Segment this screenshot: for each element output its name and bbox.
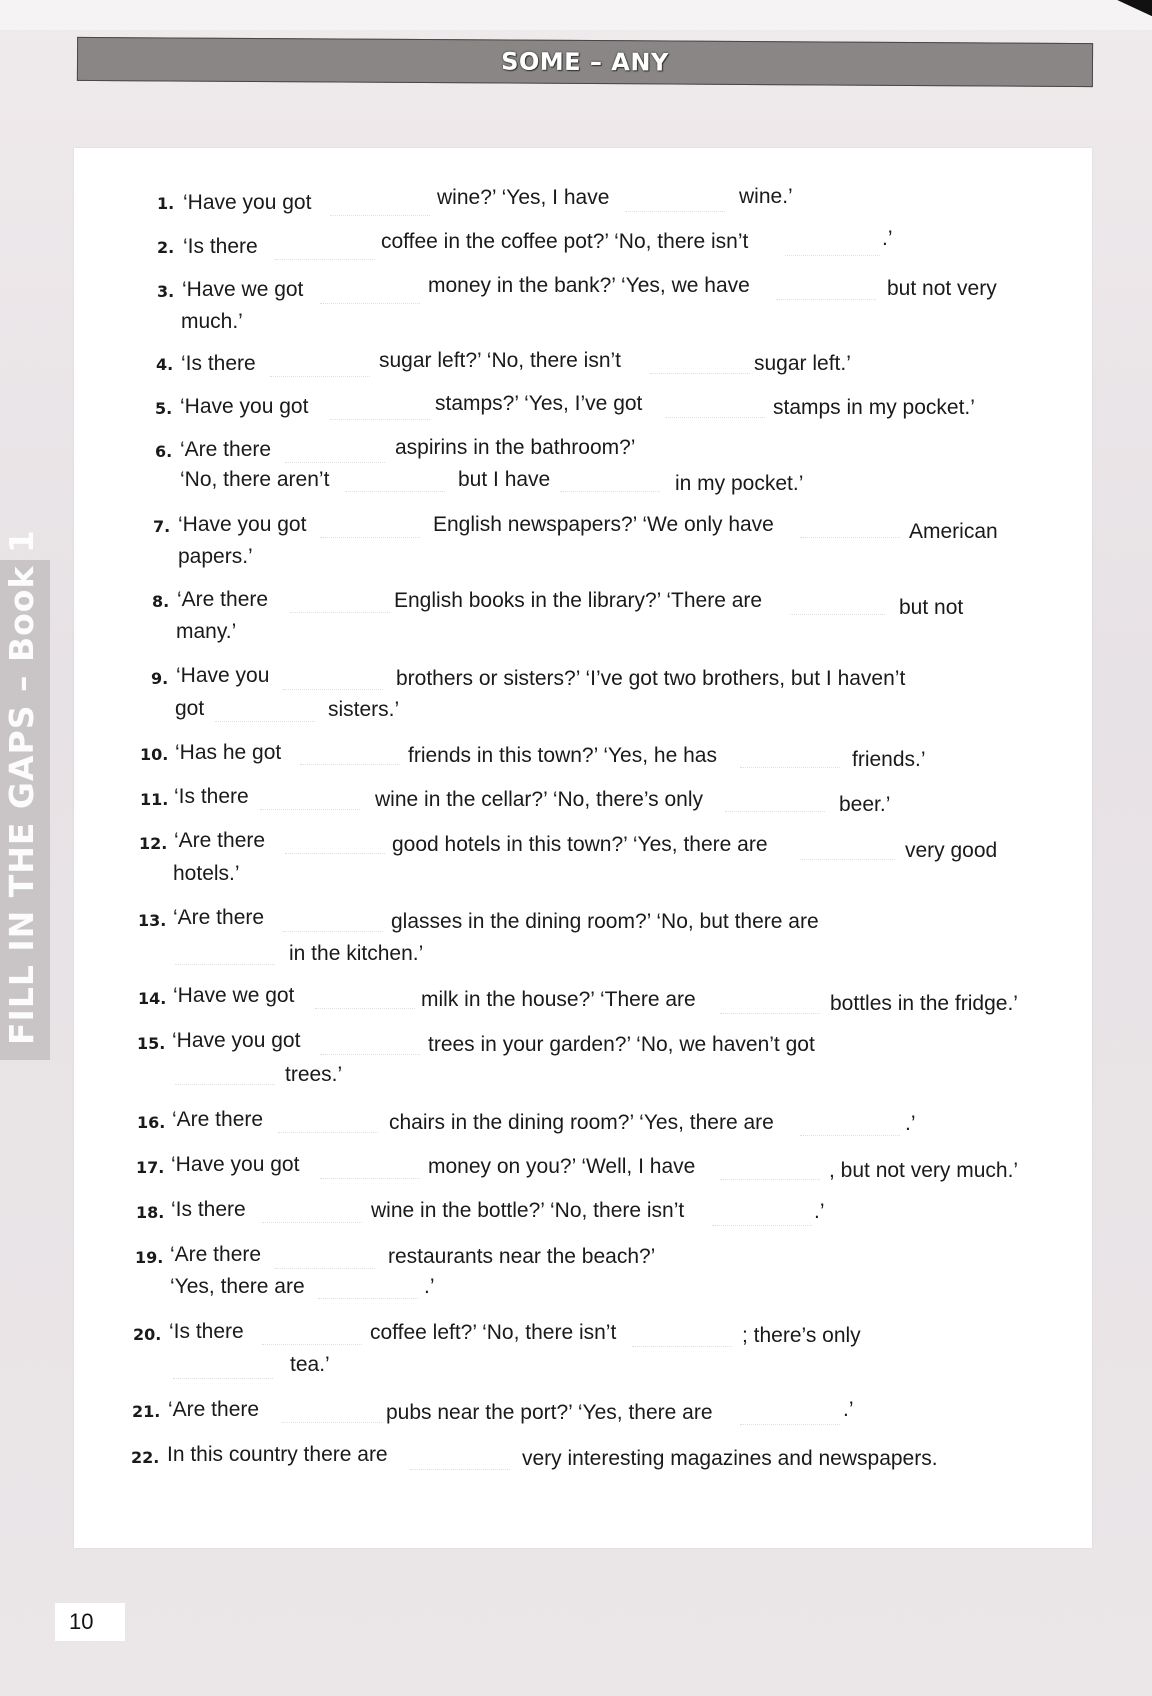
blank-gap[interactable] <box>632 1345 732 1347</box>
item-text: .’ <box>905 1112 916 1135</box>
item-text: American <box>909 520 998 543</box>
item-text: ‘Is there <box>171 1198 246 1221</box>
item-text: many.’ <box>176 620 237 643</box>
item-text: in my pocket.’ <box>675 472 804 495</box>
blank-gap[interactable] <box>330 418 430 420</box>
blank-gap[interactable] <box>720 1012 820 1014</box>
blank-gap[interactable] <box>320 536 420 538</box>
item-text: ‘Have we got <box>173 984 295 1007</box>
item-text: ‘Are there <box>177 588 269 611</box>
item-text: ‘Is there <box>181 352 256 375</box>
blank-gap[interactable] <box>800 1134 900 1136</box>
item-text: ‘Have you got <box>172 1029 301 1052</box>
item-text: hotels.’ <box>173 862 240 885</box>
blank-gap[interactable] <box>720 1178 820 1180</box>
item-text: ‘Are there <box>172 1108 264 1131</box>
item-text: trees.’ <box>285 1063 343 1086</box>
item-text: sisters.’ <box>328 698 400 721</box>
blank-gap[interactable] <box>740 766 840 768</box>
item-text: much.’ <box>181 310 243 333</box>
blank-gap[interactable] <box>278 1131 378 1133</box>
item-text: restaurants near the beach?’ <box>388 1245 656 1268</box>
blank-gap[interactable] <box>175 1083 275 1085</box>
item-text: bottles in the fridge.’ <box>830 992 1018 1015</box>
item-number: 6. <box>155 442 173 461</box>
item-text: very good <box>905 839 998 862</box>
item-text: In this country there are <box>167 1443 388 1466</box>
blank-gap[interactable] <box>345 490 445 492</box>
item-text: ‘Have you <box>176 664 270 687</box>
blank-gap[interactable] <box>560 490 660 492</box>
item-number: 7. <box>153 517 171 536</box>
blank-gap[interactable] <box>785 254 880 256</box>
blank-gap[interactable] <box>800 858 895 860</box>
item-text: sugar left?’ ‘No, there isn’t <box>379 349 622 372</box>
item-text: got <box>175 697 205 720</box>
blank-gap[interactable] <box>800 536 900 538</box>
item-text: milk in the house?’ ‘There are <box>421 988 696 1011</box>
item-text: .’ <box>424 1275 435 1298</box>
item-text: ‘Yes, there are <box>170 1275 305 1298</box>
blank-gap[interactable] <box>215 720 315 722</box>
item-text: English newspapers?’ ‘We only have <box>433 513 774 536</box>
item-text: stamps in my pocket.’ <box>773 396 975 419</box>
blank-gap[interactable] <box>285 461 385 463</box>
item-text: wine in the bottle?’ ‘No, there isn’t <box>371 1199 685 1222</box>
item-text: ‘Are there <box>173 906 265 929</box>
item-number: 4. <box>156 355 174 374</box>
item-number: 13. <box>138 911 167 930</box>
item-number: 1. <box>157 194 175 213</box>
blank-gap[interactable] <box>285 852 385 854</box>
item-text: ‘Is there <box>174 785 249 808</box>
blank-gap[interactable] <box>776 298 876 300</box>
blank-gap[interactable] <box>173 1377 273 1379</box>
item-text: brothers or sisters?’ ‘I’ve got two brothers, but I haven’t <box>396 667 906 690</box>
blank-gap[interactable] <box>283 688 383 690</box>
item-number: 18. <box>136 1203 165 1222</box>
item-number: 17. <box>136 1158 165 1177</box>
item-text: ‘Have you got <box>180 395 309 418</box>
item-number: 19. <box>135 1248 164 1267</box>
blank-gap[interactable] <box>318 1297 418 1299</box>
item-text: tea.’ <box>290 1353 330 1376</box>
item-text: glasses in the dining room?’ ‘No, but there are <box>391 910 819 933</box>
item-number: 2. <box>157 238 175 257</box>
item-text: papers.’ <box>178 545 253 568</box>
item-text: beer.’ <box>839 793 891 816</box>
blank-gap[interactable] <box>282 1421 382 1423</box>
blank-gap[interactable] <box>275 258 375 260</box>
side-book-label: FILL IN THE GAPS – Book 1 <box>2 529 41 1045</box>
item-number: 10. <box>140 745 169 764</box>
item-text: trees in your garden?’ ‘No, we haven’t got <box>428 1033 815 1056</box>
item-text: friends.’ <box>852 748 926 771</box>
blank-gap[interactable] <box>262 1343 362 1345</box>
item-text: good hotels in this town?’ ‘Yes, there are <box>392 833 768 856</box>
item-text: aspirins in the bathroom?’ <box>395 436 636 459</box>
blank-gap[interactable] <box>712 1224 812 1226</box>
item-text: ‘No, there aren’t <box>180 468 330 491</box>
item-number: 20. <box>133 1325 162 1344</box>
item-text: .’ <box>814 1200 825 1223</box>
item-text: stamps?’ ‘Yes, I’ve got <box>435 392 643 415</box>
blank-gap[interactable] <box>175 963 275 965</box>
blank-gap[interactable] <box>300 763 400 765</box>
item-text: very interesting magazines and newspapers. <box>522 1447 938 1470</box>
item-number: 3. <box>157 282 175 301</box>
item-number: 15. <box>137 1034 166 1053</box>
item-text: ‘Is there <box>183 235 258 258</box>
item-text: ‘Are there <box>180 438 272 461</box>
item-text: pubs near the port?’ ‘Yes, there are <box>386 1401 713 1424</box>
blank-gap[interactable] <box>740 1423 840 1425</box>
item-text: but not <box>899 596 964 619</box>
item-text: coffee in the coffee pot?’ ‘No, there isn’t <box>381 230 749 253</box>
page-number-box <box>55 1603 125 1641</box>
item-text: ‘Has he got <box>175 741 282 764</box>
blank-gap[interactable] <box>262 1221 362 1223</box>
item-number: 8. <box>152 592 170 611</box>
blank-gap[interactable] <box>330 214 430 216</box>
item-number: 12. <box>139 834 168 853</box>
section-header-band <box>77 37 1093 87</box>
blank-gap[interactable] <box>650 372 750 374</box>
page-number: 10 <box>69 1609 94 1634</box>
blank-gap[interactable] <box>665 416 765 418</box>
item-number: 16. <box>137 1113 166 1132</box>
blank-gap[interactable] <box>625 210 725 212</box>
blank-gap[interactable] <box>283 930 383 932</box>
item-text: but not very <box>887 277 997 300</box>
blank-gap[interactable] <box>315 1007 415 1009</box>
item-text: friends in this town?’ ‘Yes, he has <box>408 744 717 767</box>
blank-gap[interactable] <box>275 1267 375 1269</box>
item-number: 14. <box>138 989 167 1008</box>
item-text: coffee left?’ ‘No, there isn’t <box>370 1321 617 1344</box>
section-title: SOME – ANY <box>501 47 669 77</box>
item-text: ‘Have you got <box>178 513 307 536</box>
blank-gap[interactable] <box>790 613 885 615</box>
blank-gap[interactable] <box>725 810 825 812</box>
item-number: 11. <box>140 790 169 809</box>
item-number: 5. <box>155 399 173 418</box>
item-text: but I have <box>458 468 551 491</box>
item-text: ‘Have you got <box>183 191 312 214</box>
item-text: ; there’s only <box>742 1324 861 1347</box>
item-text: money on you?’ ‘Well, I have <box>428 1155 696 1178</box>
blank-gap[interactable] <box>270 375 370 377</box>
item-text: .’ <box>882 227 893 250</box>
item-text: , but not very much.’ <box>829 1159 1019 1182</box>
item-text: ‘Have we got <box>182 278 304 301</box>
item-text: money in the bank?’ ‘Yes, we have <box>428 274 750 297</box>
item-text: ‘Are there <box>168 1398 260 1421</box>
item-text: .’ <box>843 1398 854 1421</box>
item-text: ‘Have you got <box>171 1153 300 1176</box>
item-text: chairs in the dining room?’ ‘Yes, there are <box>389 1111 774 1134</box>
item-text: wine in the cellar?’ ‘No, there’s only <box>375 788 704 811</box>
item-text: ‘Are there <box>170 1243 262 1266</box>
item-text: in the kitchen.’ <box>289 942 424 965</box>
item-text: sugar left.’ <box>754 352 851 375</box>
page-top-margin <box>0 0 1152 30</box>
blank-gap[interactable] <box>290 611 390 613</box>
blank-gap[interactable] <box>320 1053 420 1055</box>
item-text: wine.’ <box>739 185 793 208</box>
blank-gap[interactable] <box>260 808 360 810</box>
item-text: ‘Are there <box>174 829 266 852</box>
item-number: 22. <box>131 1448 160 1467</box>
item-number: 9. <box>151 669 169 688</box>
item-text: English books in the library?’ ‘There are <box>394 589 763 612</box>
blank-gap[interactable] <box>320 302 420 304</box>
item-text: ‘Is there <box>169 1320 244 1343</box>
blank-gap[interactable] <box>320 1177 420 1179</box>
item-text: wine?’ ‘Yes, I have <box>437 186 610 209</box>
item-number: 21. <box>132 1402 161 1421</box>
blank-gap[interactable] <box>410 1468 510 1470</box>
